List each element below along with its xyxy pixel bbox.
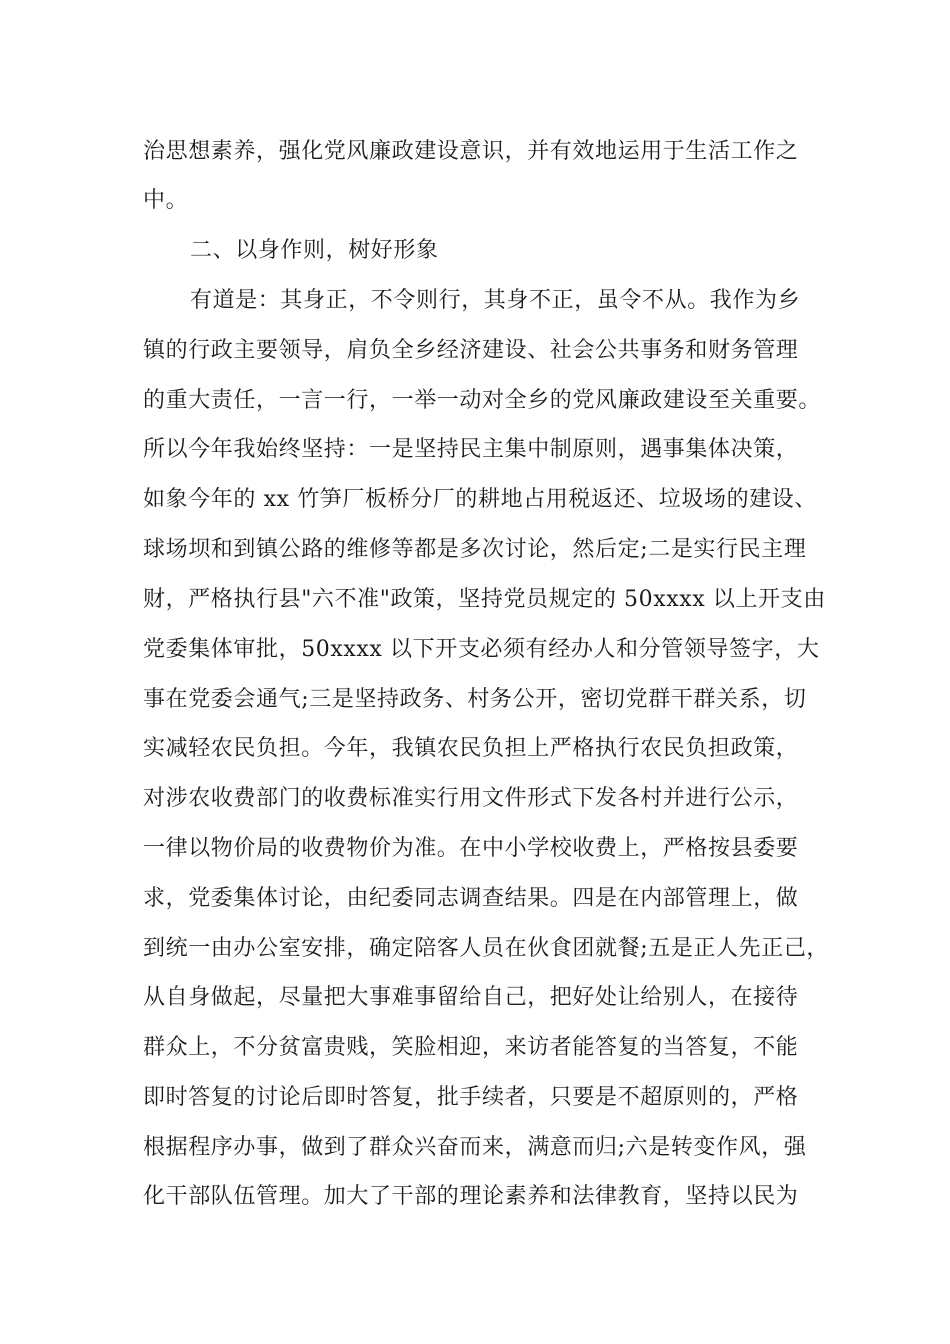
- body-text-line: 从自身做起，尽量把大事难事留给自己，把好处让给别人，在接待: [143, 985, 799, 1010]
- body-text-line: 镇的行政主要领导，肩负全乡经济建设、社会公共事务和财务管理: [143, 338, 799, 363]
- body-text-line: 根据程序办事，做到了群众兴奋而来，满意而归;六是转变作风，强: [143, 1135, 807, 1160]
- body-text-line: 中。: [143, 188, 189, 213]
- section-heading: 二、以身作则，树好形象: [190, 238, 439, 263]
- body-text-line: 即时答复的讨论后即时答复，批手续者，只要是不超原则的，严格: [143, 1085, 799, 1110]
- body-text-line: 如象今年的 xx 竹笋厂板桥分厂的耕地占用税返还、垃圾场的建设、: [143, 487, 818, 512]
- body-text-line: 求，党委集体讨论，由纪委同志调查结果。四是在内部管理上，做: [143, 886, 799, 911]
- body-text-line: 事在党委会通气;三是坚持政务、村务公开，密切党群干群关系，切: [143, 687, 807, 712]
- body-text-line: 对涉农收费部门的收费标准实行用文件形式下发各村并进行公示，: [143, 786, 799, 811]
- body-text-line: 到统一由办公室安排，确定陪客人员在伙食团就餐;五是正人先正己，: [143, 936, 830, 961]
- body-text-line: 财，严格执行县"六不准"政策，坚持党员规定的 50xxxx 以上开支由: [143, 587, 826, 612]
- body-text-line: 球场坝和到镇公路的维修等都是多次讨论，然后定;二是实行民主理: [143, 537, 807, 562]
- body-text-line: 所以今年我始终坚持：一是坚持民主集中制原则，遇事集体决策，: [143, 437, 799, 462]
- body-text-line: 一律以物价局的收费物价为准。在中小学校收费上，严格按县委要: [143, 836, 799, 861]
- body-text-line: 的重大责任，一言一行，一举一动对全乡的党风廉政建设至关重要。: [143, 388, 822, 413]
- body-text-line: 实减轻农民负担。今年，我镇农民负担上严格执行农民负担政策，: [143, 736, 799, 761]
- body-text-line: 党委集体审批，50xxxx 以下开支必须有经办人和分管领导签字，大: [143, 637, 820, 662]
- body-text-line: 治思想素养，强化党风廉政建设意识，并有效地运用于生活工作之: [143, 139, 799, 164]
- body-text-line: 有道是：其身正，不令则行，其身不正，虽令不从。我作为乡: [190, 288, 801, 313]
- body-text-line: 化干部队伍管理。加大了干部的理论素养和法律教育，坚持以民为: [143, 1184, 799, 1209]
- body-text-line: 群众上，不分贫富贵贱，笑脸相迎，来访者能答复的当答复，不能: [143, 1035, 799, 1060]
